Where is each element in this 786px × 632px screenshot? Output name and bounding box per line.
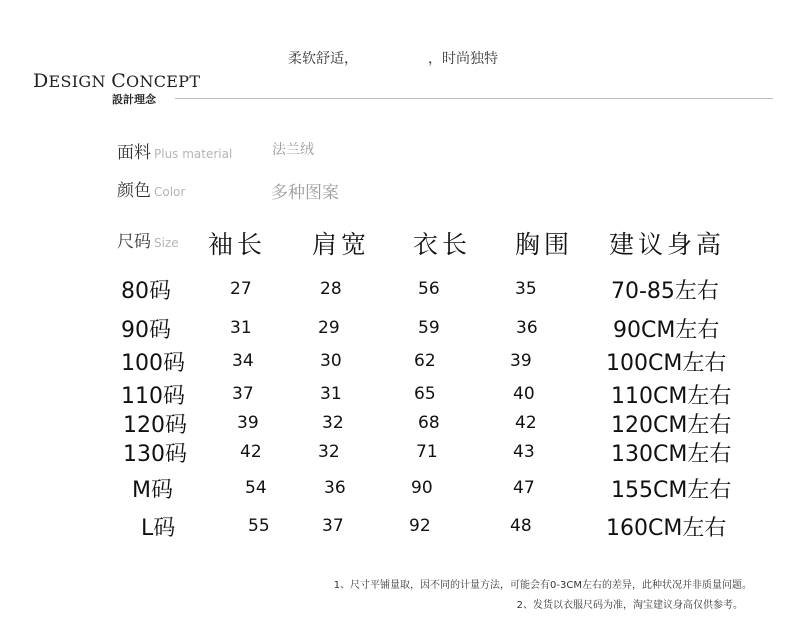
size-cell: 130码 bbox=[123, 442, 187, 467]
fabric-label: 面料 Plus material bbox=[117, 143, 233, 163]
design-concept-subtitle: 設計理念 bbox=[112, 93, 156, 106]
header-divider bbox=[175, 98, 773, 99]
length-cell: 68 bbox=[418, 413, 440, 433]
fabric-value: 法兰绒 bbox=[272, 142, 314, 158]
color-label: 颜色 Color bbox=[117, 181, 186, 201]
column-header-chest: 胸围 bbox=[515, 230, 574, 259]
height-cell: 160CM左右 bbox=[606, 516, 727, 541]
shoulder-cell: 37 bbox=[322, 516, 344, 536]
sleeve-cell: 37 bbox=[232, 384, 254, 404]
chest-cell: 36 bbox=[516, 318, 538, 338]
size-cell: 110码 bbox=[121, 384, 185, 409]
column-header-sleeve: 袖长 bbox=[208, 230, 267, 259]
size-cell: M码 bbox=[132, 478, 173, 503]
tagline-left: 柔软舒适， bbox=[288, 51, 358, 67]
size-cell: 80码 bbox=[121, 279, 171, 304]
length-cell: 59 bbox=[418, 318, 440, 338]
footnote-measurement: 1、尺寸平铺量取，因不同的计量方法，可能会有0-3CM左右的差异，此种状况并非质量问题。 bbox=[333, 580, 752, 591]
height-cell: 155CM左右 bbox=[611, 478, 732, 503]
sleeve-cell: 27 bbox=[230, 279, 252, 299]
size-cell: 120码 bbox=[123, 413, 187, 438]
height-cell: 120CM左右 bbox=[611, 413, 732, 438]
length-cell: 56 bbox=[418, 279, 440, 299]
sleeve-cell: 42 bbox=[240, 442, 262, 462]
shoulder-cell: 36 bbox=[324, 478, 346, 498]
sleeve-cell: 34 bbox=[232, 351, 254, 371]
design-concept-title: DESIGN CONCEPT bbox=[33, 70, 201, 92]
length-cell: 71 bbox=[416, 442, 438, 462]
color-value: 多种图案 bbox=[271, 183, 339, 203]
length-cell: 90 bbox=[411, 478, 433, 498]
chest-cell: 35 bbox=[515, 279, 537, 299]
height-cell: 110CM左右 bbox=[611, 384, 732, 409]
size-cell: 90码 bbox=[121, 318, 171, 343]
sleeve-cell: 55 bbox=[248, 516, 270, 536]
chest-cell: 42 bbox=[515, 413, 537, 433]
chest-cell: 39 bbox=[510, 351, 532, 371]
shoulder-cell: 31 bbox=[320, 384, 342, 404]
shoulder-cell: 32 bbox=[318, 442, 340, 462]
column-header-shoulder: 肩宽 bbox=[312, 230, 371, 259]
shoulder-cell: 29 bbox=[318, 318, 340, 338]
chest-cell: 47 bbox=[513, 478, 535, 498]
sleeve-cell: 54 bbox=[245, 478, 267, 498]
column-header-length: 衣长 bbox=[413, 230, 472, 259]
height-cell: 130CM左右 bbox=[611, 442, 732, 467]
chest-cell: 43 bbox=[513, 442, 535, 462]
height-cell: 100CM左右 bbox=[606, 351, 727, 376]
sleeve-cell: 31 bbox=[230, 318, 252, 338]
shoulder-cell: 30 bbox=[320, 351, 342, 371]
chest-cell: 40 bbox=[513, 384, 535, 404]
size-label: 尺码 Size bbox=[117, 232, 179, 252]
height-cell: 90CM左右 bbox=[613, 318, 720, 343]
size-cell: L码 bbox=[141, 516, 176, 541]
size-cell: 100码 bbox=[121, 351, 185, 376]
length-cell: 65 bbox=[414, 384, 436, 404]
tagline bbox=[0, 48, 786, 68]
sleeve-cell: 39 bbox=[237, 413, 259, 433]
tagline-right: ，时尚独特 bbox=[428, 51, 498, 67]
footnote-shipping: 2、发货以衣服尺码为准，淘宝建议身高仅供参考。 bbox=[516, 600, 743, 611]
chest-cell: 48 bbox=[510, 516, 532, 536]
height-cell: 70-85左右 bbox=[611, 279, 719, 304]
length-cell: 62 bbox=[414, 351, 436, 371]
shoulder-cell: 28 bbox=[320, 279, 342, 299]
column-header-height: 建议身高 bbox=[609, 230, 726, 259]
length-cell: 92 bbox=[409, 516, 431, 536]
shoulder-cell: 32 bbox=[322, 413, 344, 433]
